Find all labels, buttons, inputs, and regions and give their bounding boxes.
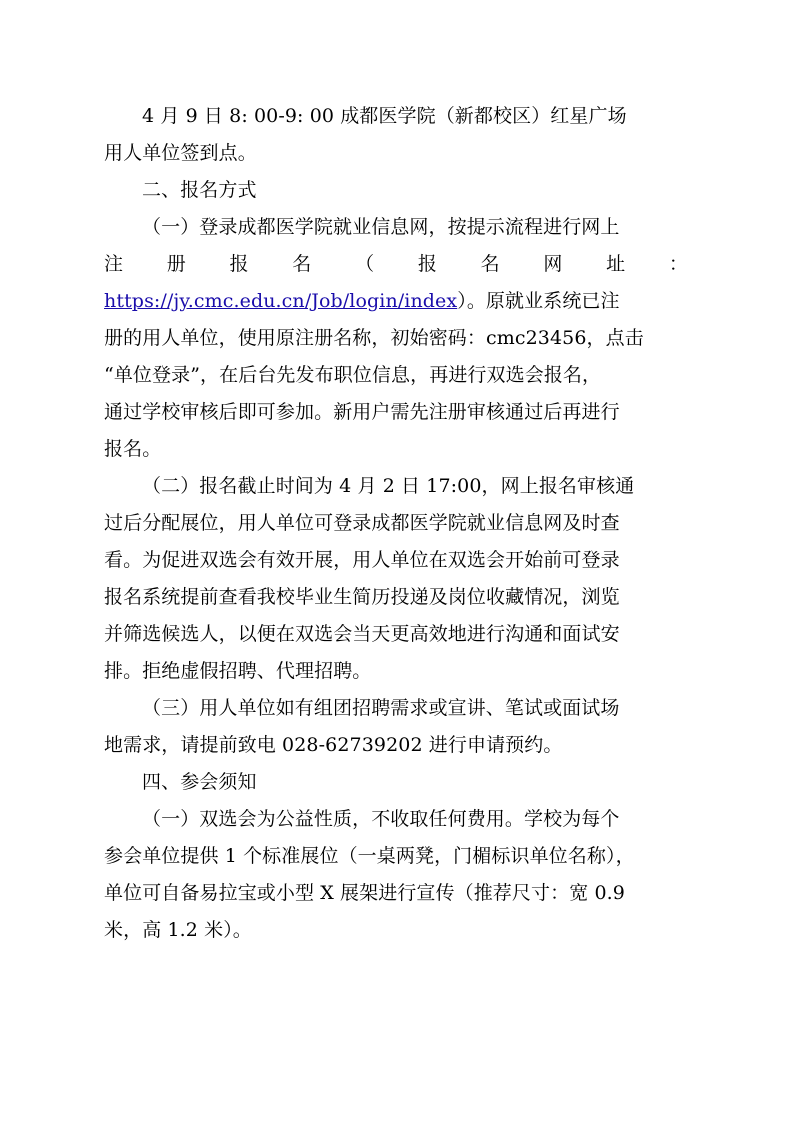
justified-char: 名 <box>292 253 312 275</box>
paragraph-line: 排。拒绝虚假招聘、代理招聘。 <box>104 660 372 682</box>
registration-link[interactable]: https://jy.cmc.edu.cn/Job/login/index <box>104 290 458 312</box>
justified-char: ： <box>668 253 688 275</box>
paragraph-line: 册的用人单位，使用原注册名称，初始密码：cmc23456，点击 <box>104 327 644 349</box>
section-heading: 二、报名方式 <box>142 179 257 201</box>
justified-char: 址 <box>606 253 626 275</box>
paragraph-line: 参会单位提供 1 个标准展位（一桌两凳，门楣标识单位名称）， <box>104 845 635 867</box>
justified-char: 网 <box>543 253 563 275</box>
justified-line <box>104 246 688 283</box>
paragraph-line: 过后分配展位，用人单位可登录成都医学院就业信息网及时查 <box>104 512 620 534</box>
paragraph-line: 并筛选候选人，以便在双选会当天更高效地进行沟通和面试安 <box>104 623 620 645</box>
paragraph-line: 4 月 9 日 8: 00-9: 00 成都医学院（新都校区）红星广场 <box>142 105 627 127</box>
justified-char: 报 <box>229 253 249 275</box>
paragraph-line: （一）双选会为公益性质，不收取任何费用。学校为每个 <box>142 808 620 830</box>
paragraph-line-with-link <box>104 283 688 320</box>
document-body <box>104 98 688 949</box>
paragraph-line: 单位可自备易拉宝或小型 X 展架进行宣传（推荐尺寸：宽 0.9 <box>104 882 625 904</box>
paragraph-line: 米，高 1.2 米）。 <box>104 919 252 941</box>
justified-char: （ <box>355 253 375 275</box>
paragraph-line: 报名。 <box>104 438 162 460</box>
justified-char: 报 <box>417 253 437 275</box>
justified-char: 注 <box>104 253 124 275</box>
paragraph-line: 通过学校审核后即可参加。新用户需先注册审核通过后再进行 <box>104 401 620 423</box>
paragraph-line: “单位登录”，在后台先发布职位信息，再进行双选会报名， <box>104 364 602 386</box>
justified-char: 名 <box>480 253 500 275</box>
paragraph-line: 用人单位签到点。 <box>104 142 257 164</box>
paragraph-text: ）。原就业系统已注 <box>457 290 620 312</box>
paragraph-line: （一）登录成都医学院就业信息网，按提示流程进行网上 <box>142 216 620 238</box>
paragraph-line: （三）用人单位如有组团招聘需求或宣讲、笔试或面试场 <box>142 697 620 719</box>
justified-char: 册 <box>166 253 186 275</box>
section-heading: 四、参会须知 <box>142 771 257 793</box>
paragraph-line: 看。为促进双选会有效开展，用人单位在双选会开始前可登录 <box>104 549 620 571</box>
paragraph-line: 报名系统提前查看我校毕业生简历投递及岗位收藏情况，浏览 <box>104 586 620 608</box>
paragraph-line: （二）报名截止时间为 4 月 2 日 17:00，网上报名审核通 <box>142 475 635 497</box>
paragraph-line: 地需求，请提前致电 028-62739202 进行申请预约。 <box>104 734 563 756</box>
